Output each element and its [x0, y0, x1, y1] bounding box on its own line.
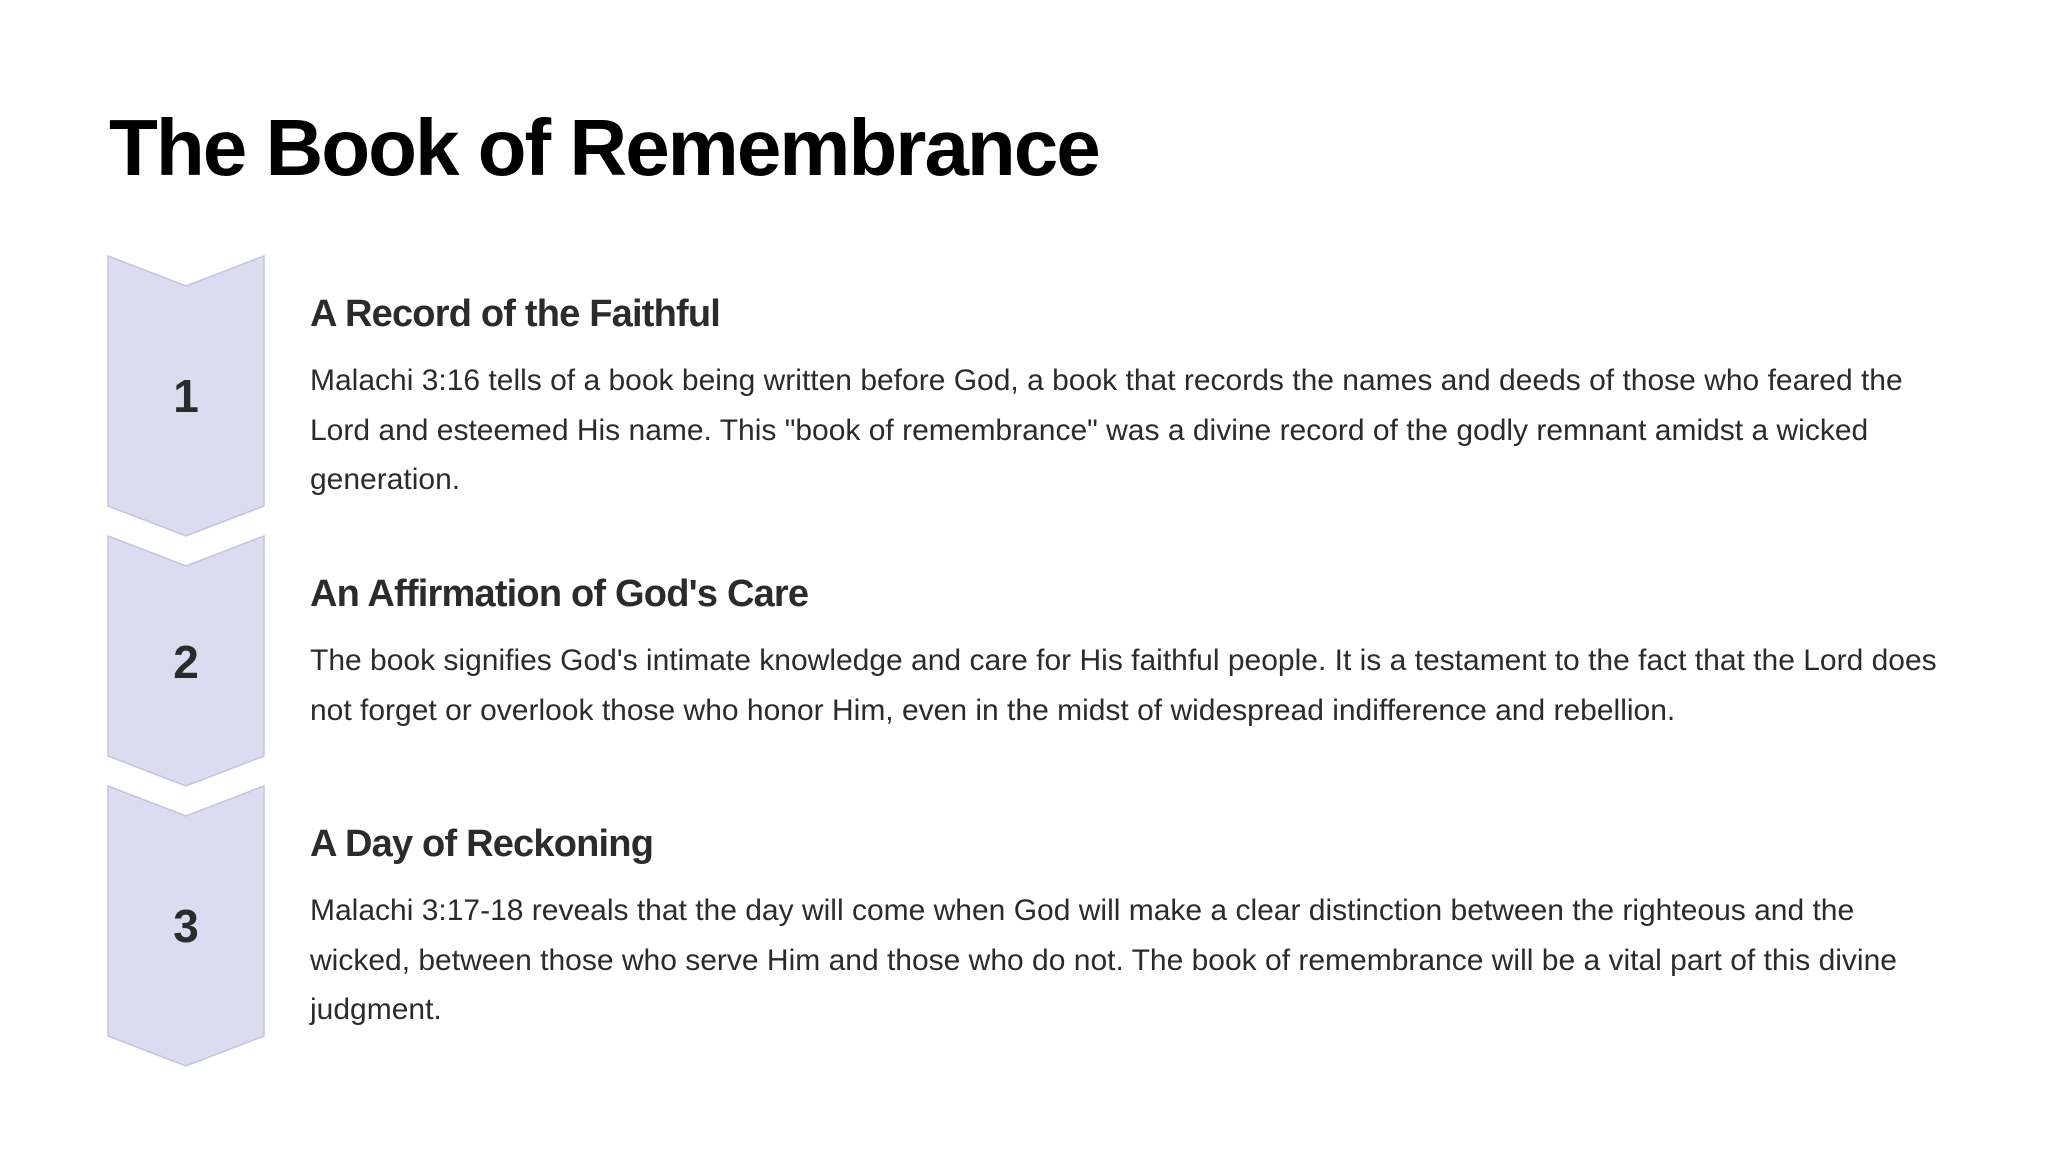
step-1-body: Malachi 3:16 tells of a book being written before God, a book that records the names and deeds of those who feared the Lord and esteemed His name. This "book of remembrance" was a divine record of the godly remnant amidst a wicked generation. — [310, 364, 1903, 496]
step-3-body: Malachi 3:17-18 reveals that the day will come when God will make a clear distinction between the righteous and the wicked, between those who serve Him and those who do not. The book of remembrance will be a vital part of this divine judgment. — [310, 894, 1897, 1026]
step-3 — [0, 786, 2048, 1068]
step-2-number: 2 — [173, 636, 199, 688]
step-1-heading: A Record of the Faithful — [310, 293, 721, 335]
step-1-number: 1 — [173, 370, 199, 422]
step-1 — [0, 256, 2048, 538]
page-title: The Book of Remembrance — [109, 103, 1099, 192]
step-1-chevron — [108, 256, 264, 536]
step-3-heading: A Day of Reckoning — [310, 823, 654, 865]
step-3-number: 3 — [173, 900, 199, 952]
step-3-chevron — [108, 786, 264, 1066]
step-2-body: The book signifies God's intimate knowledge and care for His faithful people. It is a testament to the fact that the Lord does not forget or overlook those who honor Him, even in the midst of widespread indifference and rebellion. — [310, 644, 1937, 727]
step-2-heading: An Affirmation of God's Care — [310, 573, 809, 615]
step-2 — [0, 536, 2048, 788]
step-2-chevron — [108, 536, 264, 786]
